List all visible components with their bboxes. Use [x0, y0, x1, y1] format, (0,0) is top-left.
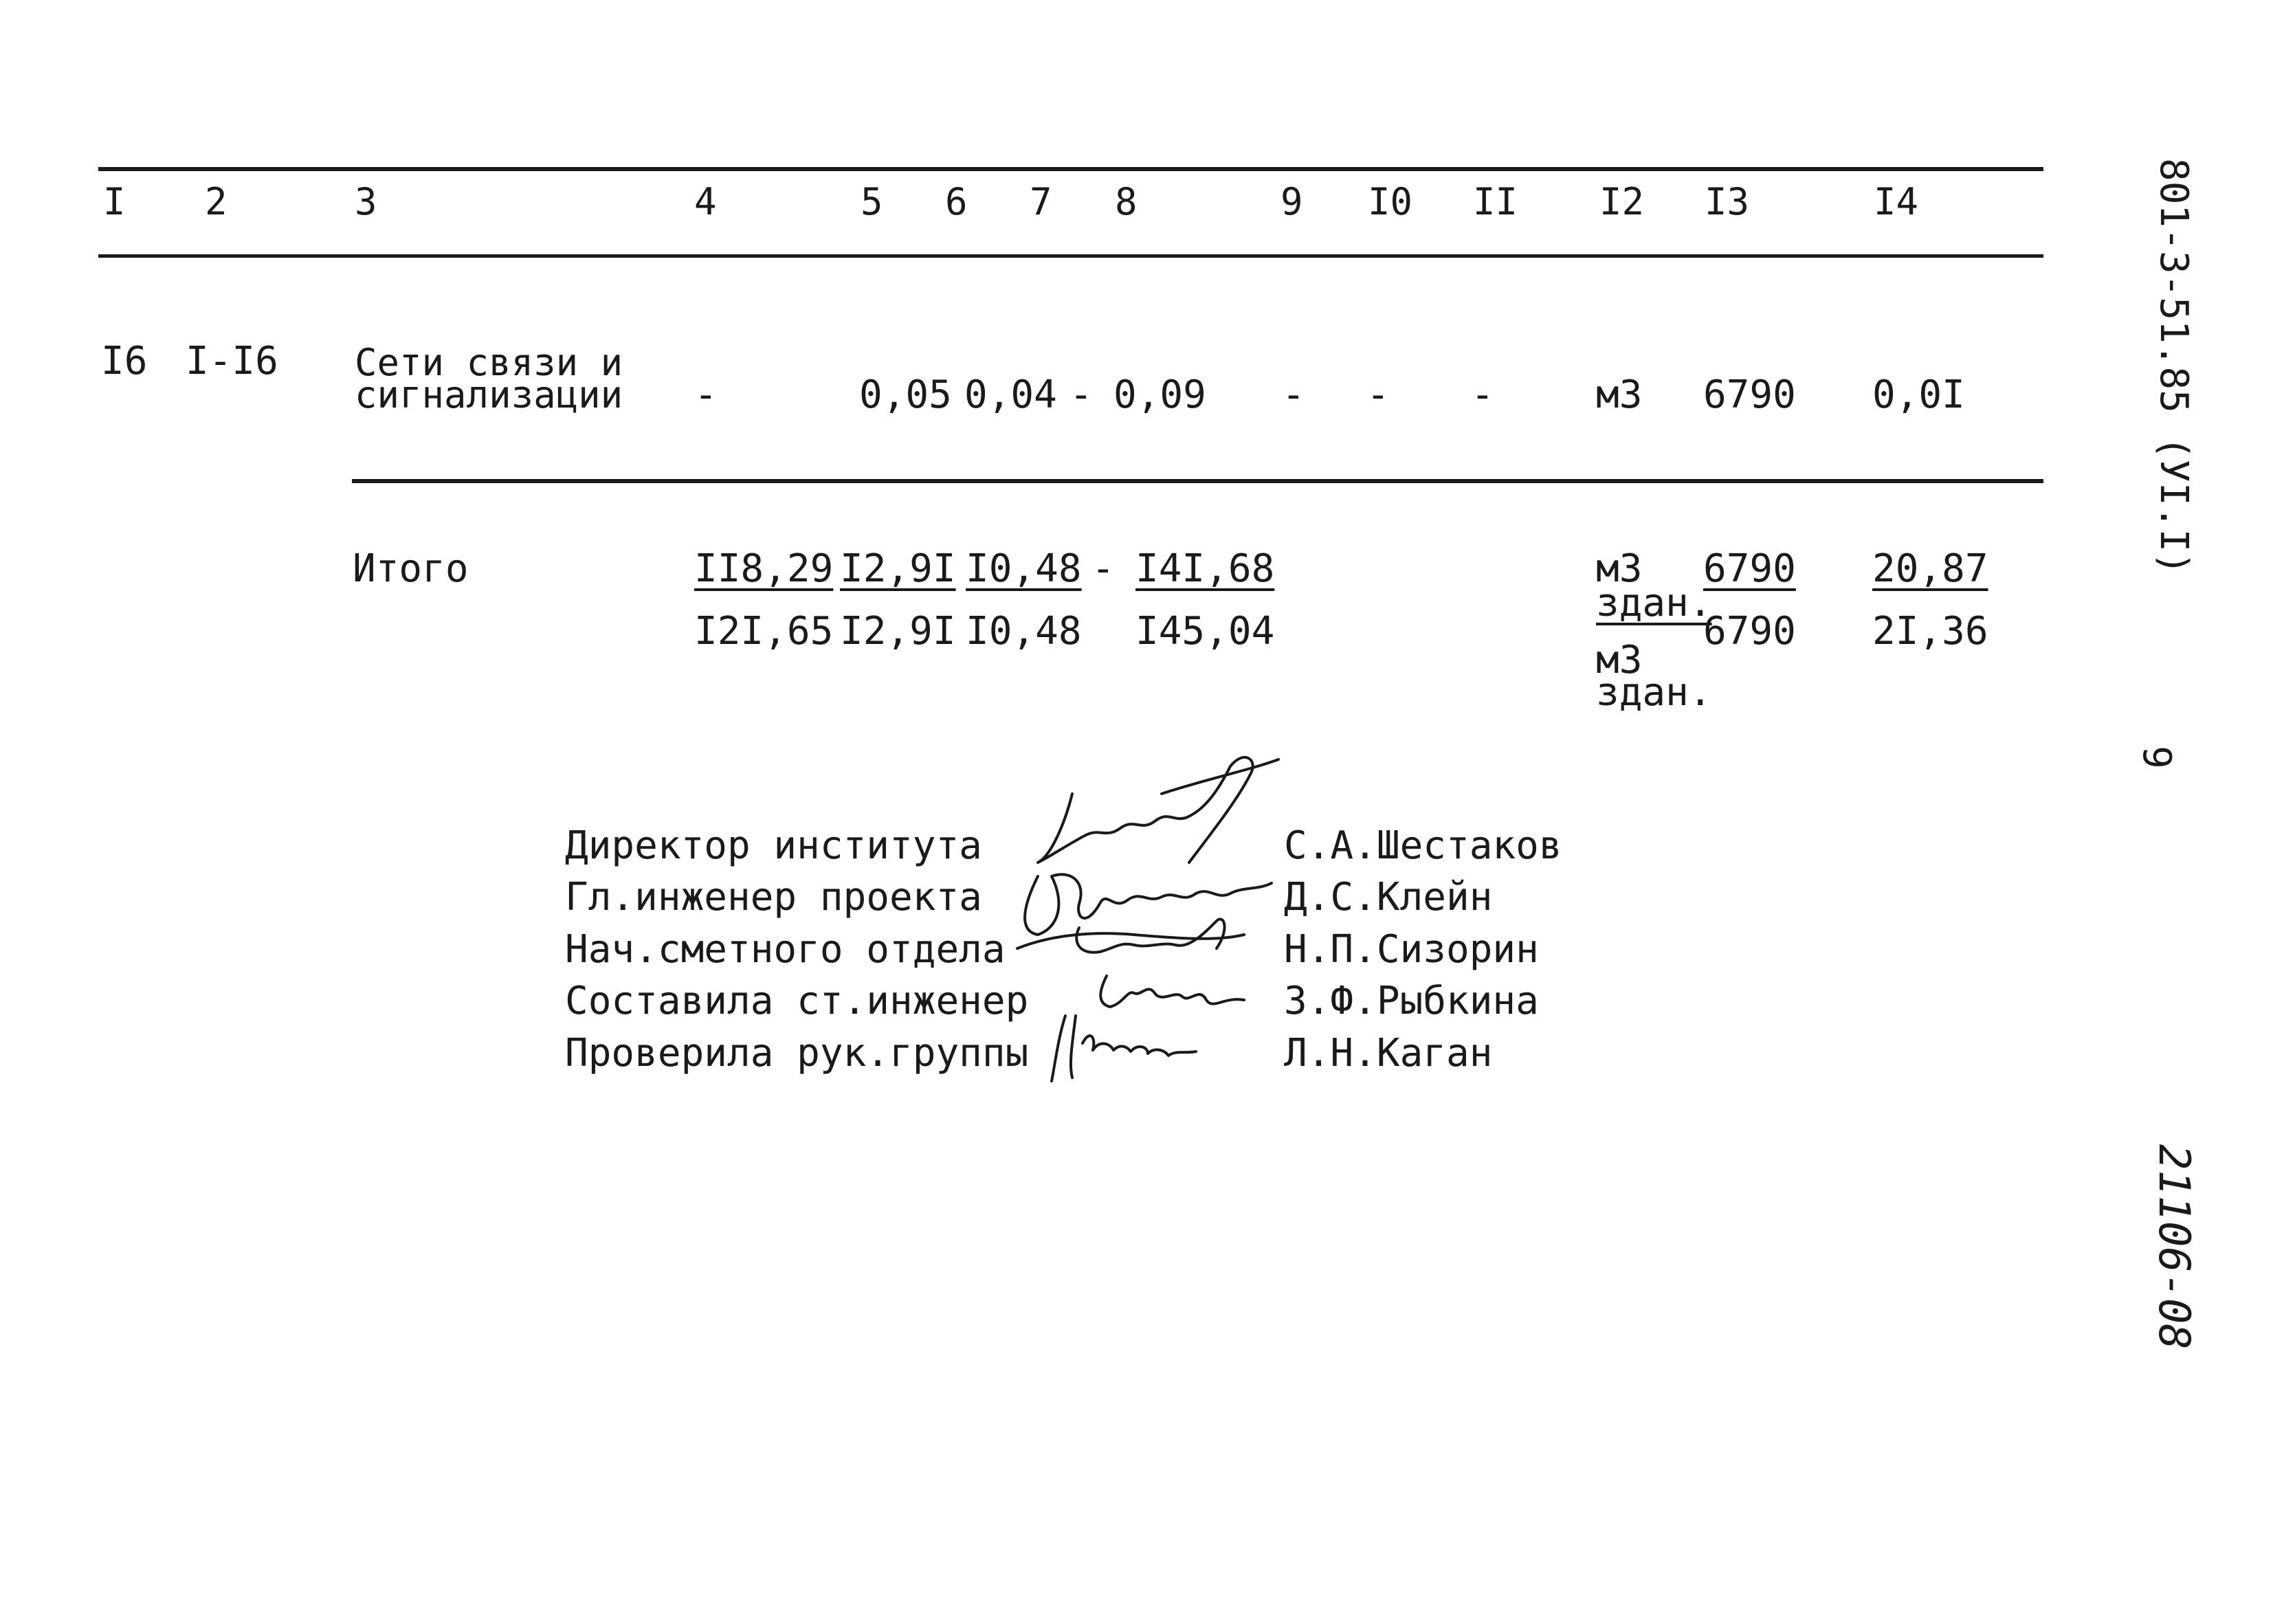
- total-top-c5: I2,9I: [840, 546, 956, 591]
- row-name-line1: Сети связи и: [355, 341, 623, 384]
- signature-role: Гл.инженер проекта: [565, 875, 982, 920]
- col-header-1: I: [103, 180, 126, 223]
- total-bottom-c14: 2I,36: [1872, 609, 1988, 654]
- total-top-c7: -: [1091, 546, 1115, 591]
- row-c4: -: [694, 372, 718, 417]
- row-c5: 0,05: [859, 372, 952, 417]
- total-top-c4: II8,29: [694, 546, 834, 591]
- total-bottom-c8: I45,04: [1135, 609, 1275, 654]
- row-number: I6: [101, 339, 148, 383]
- row-c8: 0,09: [1113, 372, 1206, 417]
- inventory-number: 21106-08: [2149, 1144, 2199, 1350]
- col-header-5: 5: [861, 180, 883, 223]
- col-header-4: 4: [694, 180, 717, 223]
- col-header-9: 9: [1280, 180, 1303, 223]
- col-header-13: I3: [1705, 180, 1750, 223]
- row-c11: -: [1471, 372, 1494, 417]
- table-top-rule: [98, 167, 2043, 171]
- row-c12: м3: [1596, 372, 1643, 417]
- total-top-unit: здан.: [1596, 581, 1712, 625]
- row-bottom-rule: [352, 479, 2043, 483]
- page-number: 9: [2134, 746, 2179, 769]
- row-c6: 0,04: [964, 372, 1057, 417]
- signature-role: Составила ст.инженер: [565, 979, 1029, 1023]
- row-name-line2: сигнализации: [355, 373, 623, 416]
- total-label: Итого: [353, 546, 469, 591]
- signature-role: Директор института: [565, 823, 982, 868]
- col-header-10: I0: [1368, 180, 1413, 223]
- col-header-7: 7: [1030, 180, 1052, 223]
- total-bottom-c12: м3: [1596, 638, 1643, 682]
- row-c14: 0,0I: [1872, 372, 1965, 417]
- row-c9: -: [1282, 372, 1305, 417]
- document-code: 801-3-51.85 (УI.I): [2151, 158, 2196, 575]
- total-bottom-c6: I0,48: [966, 609, 1082, 654]
- row-c13: 6790: [1703, 372, 1796, 417]
- signatory-name: Л.Н.Каган: [1284, 1031, 1493, 1076]
- total-bottom-c4: I2I,65: [694, 609, 834, 654]
- col-header-6: 6: [945, 180, 968, 223]
- col-header-3: 3: [355, 180, 377, 223]
- col-header-2: 2: [205, 180, 228, 223]
- handwritten-signature: [1010, 914, 1258, 969]
- total-top-c8: I4I,68: [1135, 546, 1275, 591]
- signature-role: Проверила рук.группы: [565, 1031, 1029, 1076]
- signatory-name: Д.С.Клейн: [1284, 875, 1493, 920]
- row-ref: I-I6: [186, 339, 278, 383]
- total-bottom-c13: 6790: [1703, 609, 1796, 654]
- col-header-12: I2: [1599, 180, 1645, 223]
- total-top-c14: 20,87: [1872, 546, 1988, 591]
- row-c10: -: [1366, 372, 1390, 417]
- header-bottom-rule: [98, 254, 2043, 258]
- total-top-c13: 6790: [1703, 546, 1796, 591]
- signatory-name: З.Ф.Рыбкина: [1284, 979, 1539, 1023]
- total-bottom-c5: I2,9I: [840, 609, 956, 654]
- signature-role: Нач.сметного отдела: [565, 927, 1006, 972]
- handwritten-signature: [1024, 753, 1285, 869]
- total-top-c12: м3: [1596, 546, 1643, 591]
- col-header-8: 8: [1115, 180, 1138, 223]
- row-c7: -: [1069, 372, 1093, 417]
- handwritten-signature: [1045, 1009, 1210, 1084]
- total-top-c6: I0,48: [966, 546, 1082, 591]
- signatory-name: С.А.Шестаков: [1284, 823, 1562, 868]
- col-header-11: II: [1473, 180, 1518, 223]
- total-bottom-unit: здан.: [1596, 670, 1712, 715]
- col-header-14: I4: [1874, 180, 1919, 223]
- signatory-name: Н.П.Сизорин: [1284, 927, 1539, 972]
